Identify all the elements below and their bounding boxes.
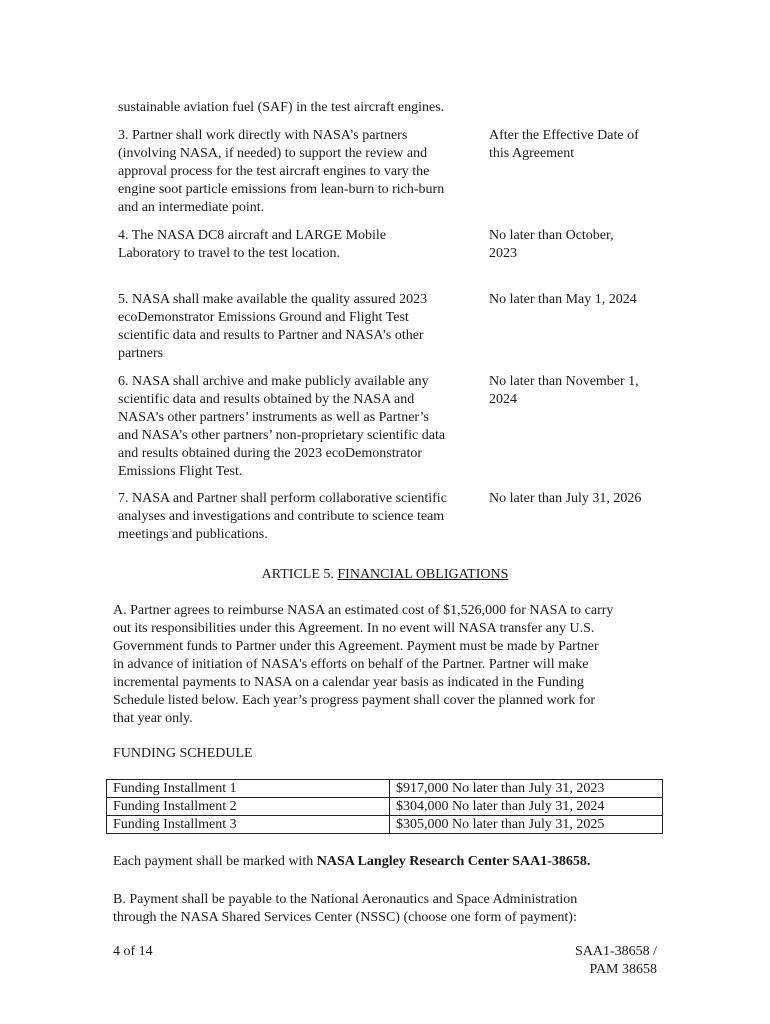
amount-cell: $917,000 No later than July 31, 2023 xyxy=(390,780,663,798)
paragraph-b: B. Payment shall be payable to the National Aeronautics and Space Administration through the NASA Shared Services Center (NSSC) (choose one form of payment): xyxy=(113,892,578,925)
installment-cell: Funding Installment 1 xyxy=(107,780,390,798)
amount-cell: $305,000 No later than July 31, 2025 xyxy=(390,816,663,834)
article-heading: ARTICLE 5. FINANCIAL OBLIGATIONS xyxy=(261,567,509,582)
article-title: FINANCIAL OBLIGATIONS xyxy=(337,567,509,582)
milestone-5-date: No later than May 1, 2024 xyxy=(489,292,637,307)
milestone-6-text: 6. NASA shall archive and make publicly available any scientific data and results obtained by the NASA and NASA’s other partners’ instruments as well as Partner’s and NASA’s other partners’ non-proprietary scientific data and results obtained during the 2023 ecoDemonstrator Emissions Flight Test. xyxy=(118,374,446,479)
amount-cell: $304,000 No later than July 31, 2024 xyxy=(390,798,663,816)
table-row xyxy=(107,780,663,798)
milestone-6-date: No later than November 1, 2024 xyxy=(489,374,639,407)
milestone-4-date: No later than October, 2023 xyxy=(489,228,614,261)
table-row xyxy=(107,798,663,816)
payment-reference: NASA Langley Research Center SAA1-38658. xyxy=(316,854,591,869)
page-number: 4 of 14 xyxy=(113,944,153,959)
milestone-3-date: After the Effective Date of this Agreement xyxy=(489,128,639,161)
document-reference: SAA1-38658 / PAM 38658 xyxy=(574,944,657,977)
funding-table xyxy=(106,779,663,834)
intro-line: sustainable aviation fuel (SAF) in the test aircraft engines. xyxy=(118,100,445,115)
funding-schedule-heading: FUNDING SCHEDULE xyxy=(113,746,253,761)
payment-mark-line: Each payment shall be marked with NASA Langley Research Center SAA1-38658. xyxy=(113,854,591,869)
installment-cell: Funding Installment 3 xyxy=(107,816,390,834)
milestone-3-text: 3. Partner shall work directly with NASA’s partners (involving NASA, if needed) to support the review and approval process for the test aircraft engines to vary the engine soot particle emissions from lean-burn to rich-burn and an intermediate point. xyxy=(118,128,445,215)
milestone-7-date: No later than July 31, 2026 xyxy=(489,491,642,506)
milestone-5-text: 5. NASA shall make available the quality assured 2023 ecoDemonstrator Emissions Ground and Flight Test scientific data and results to Partner and NASA’s other partners xyxy=(118,292,428,361)
milestone-4-text: 4. The NASA DC8 aircraft and LARGE Mobile Laboratory to travel to the test location. xyxy=(118,228,387,261)
installment-cell: Funding Installment 2 xyxy=(107,798,390,816)
paragraph-a: A. Partner agrees to reimburse NASA an estimated cost of $1,526,000 for NASA to carry out its responsibilities under this Agreement. In no event will NASA transfer any U.S. Government funds to Partner under this Agreement. Payment must be made by Partner in advance of initiation of NASA's efforts on behalf of the Partner. Partner will make incremental payments to NASA on a calendar year basis as indicated in the Funding Schedule listed below. Each year’s progress payment shall cover the planned work for that year only. xyxy=(113,603,614,726)
table-row xyxy=(107,816,663,834)
milestone-7-text: 7. NASA and Partner shall perform collaborative scientific analyses and investigations and contribute to science team meetings and publications. xyxy=(118,491,447,542)
